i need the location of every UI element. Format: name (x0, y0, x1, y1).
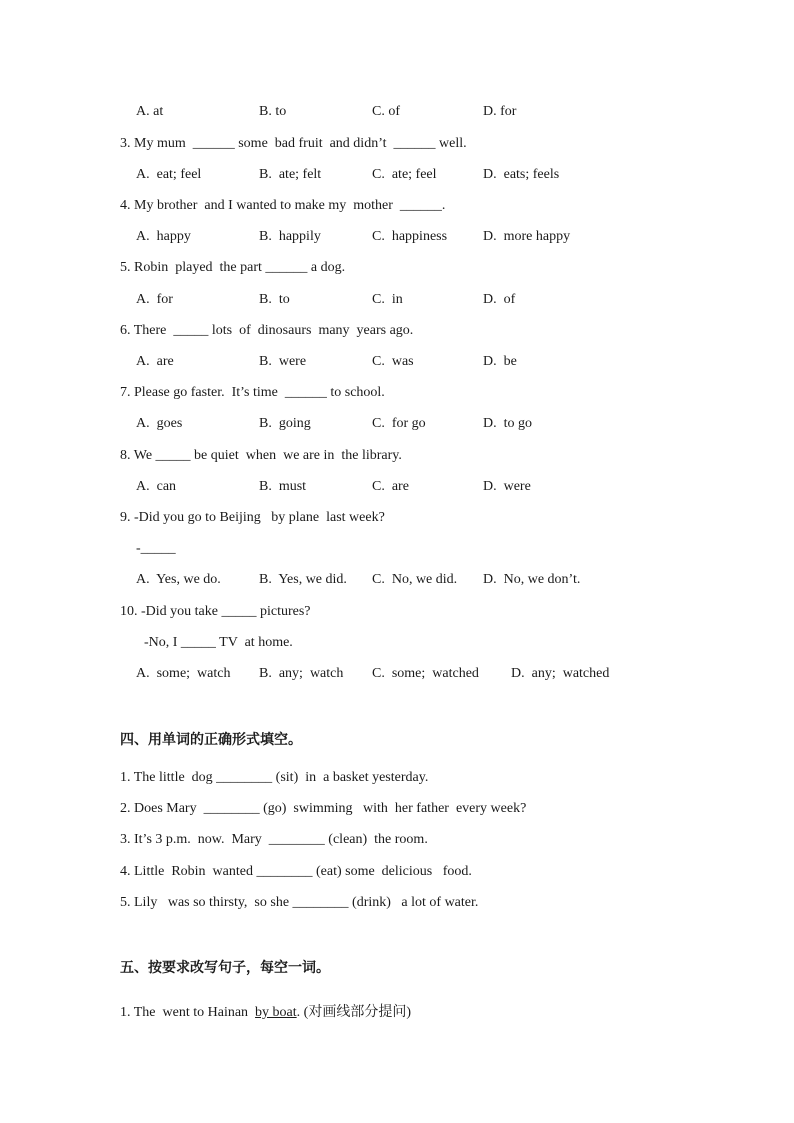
q8-option-a: A. can (136, 479, 177, 494)
q8-option-b: B. must (259, 479, 307, 494)
q10-option-b: B. any; watch (259, 666, 344, 681)
q5-option-b: B. to (259, 292, 290, 307)
question-9-stem: 9. -Did you go to Beijing by plane last week? (120, 510, 385, 525)
q4-option-b: B. happily (259, 229, 321, 244)
q3-option-a: A. eat; feel (136, 167, 202, 182)
section-5-title: 五、按要求改写句子，每空一词。 (120, 960, 330, 976)
q2-option-c: C. of (372, 104, 400, 119)
q4-option-d: D. more happy (483, 229, 571, 244)
q2-option-b: B. to (259, 104, 287, 119)
q7-option-b: B. going (259, 416, 311, 431)
q10-option-d: D. any; watched (511, 666, 610, 681)
section-5-item-1 (120, 1004, 411, 1022)
q6-option-b: B. were (259, 354, 307, 369)
question-3-stem: 3. My mum ______ some bad fruit and didn’t ______ well. (120, 136, 467, 151)
question-10-stem: 10. -Did you take _____ pictures? (120, 604, 311, 619)
question-7-stem: 7. Please go faster. It’s time ______ to school. (120, 385, 385, 400)
question-8-stem: 8. We _____ be quiet when we are in the library. (120, 448, 402, 463)
question-5-stem: 5. Robin played the part ______ a dog. (120, 260, 346, 275)
q9-option-c: C. No, we did. (372, 572, 458, 587)
q5-option-d: D. of (483, 292, 516, 307)
q3-option-d: D. eats; feels (483, 167, 560, 182)
q6-option-a: A. are (136, 354, 174, 369)
section-4-item-3: 3. It’s 3 p.m. now. Mary ________ (clean) the room. (120, 832, 428, 847)
q9-option-b: B. Yes, we did. (259, 572, 347, 587)
q6-option-c: C. was (372, 354, 414, 369)
question-10-line2: -No, I _____ TV at home. (144, 635, 293, 650)
question-6-stem: 6. There _____ lots of dinosaurs many years ago. (120, 323, 414, 338)
section-4-item-1: 1. The little dog ________ (sit) in a basket yesterday. (120, 770, 429, 785)
q4-option-a: A. happy (136, 229, 191, 244)
section-5-item-1-prefix: 1. The went to Hainan (120, 1005, 256, 1020)
q9-option-a: A. Yes, we do. (136, 572, 221, 587)
q7-option-a: A. goes (136, 416, 183, 431)
q8-option-c: C. are (372, 479, 409, 494)
q3-option-c: C. ate; feel (372, 167, 437, 182)
q7-option-c: C. for go (372, 416, 426, 431)
q4-option-c: C. happiness (372, 229, 448, 244)
question-9-answer-blank: -_____ (136, 541, 176, 556)
q2-option-a: A. at (136, 104, 164, 119)
q6-option-d: D. be (483, 354, 517, 369)
q9-option-d: D. No, we don’t. (483, 572, 581, 587)
section-4-item-2: 2. Does Mary ________ (go) swimming with her father every week? (120, 801, 527, 816)
q3-option-b: B. ate; felt (259, 167, 322, 182)
q8-option-d: D. were (483, 479, 531, 494)
q5-option-a: A. for (136, 292, 173, 307)
section-5-item-1-underlined: by boat (255, 1005, 297, 1020)
q7-option-d: D. to go (483, 416, 532, 431)
section-5-item-1-suffix: . (对画线部分提问) (296, 1005, 411, 1020)
q2-option-d: D. for (483, 104, 517, 119)
q10-option-a: A. some; watch (136, 666, 231, 681)
question-4-stem: 4. My brother and I wanted to make my mother ______. (120, 198, 446, 213)
section-4-item-5: 5. Lily was so thirsty, so she ________ (drink) a lot of water. (120, 895, 479, 910)
section-4-item-4: 4. Little Robin wanted ________ (eat) some delicious food. (120, 864, 472, 879)
q10-option-c: C. some; watched (372, 666, 479, 681)
section-4-title: 四、用单词的正确形式填空。 (120, 732, 302, 748)
q5-option-c: C. in (372, 292, 403, 307)
